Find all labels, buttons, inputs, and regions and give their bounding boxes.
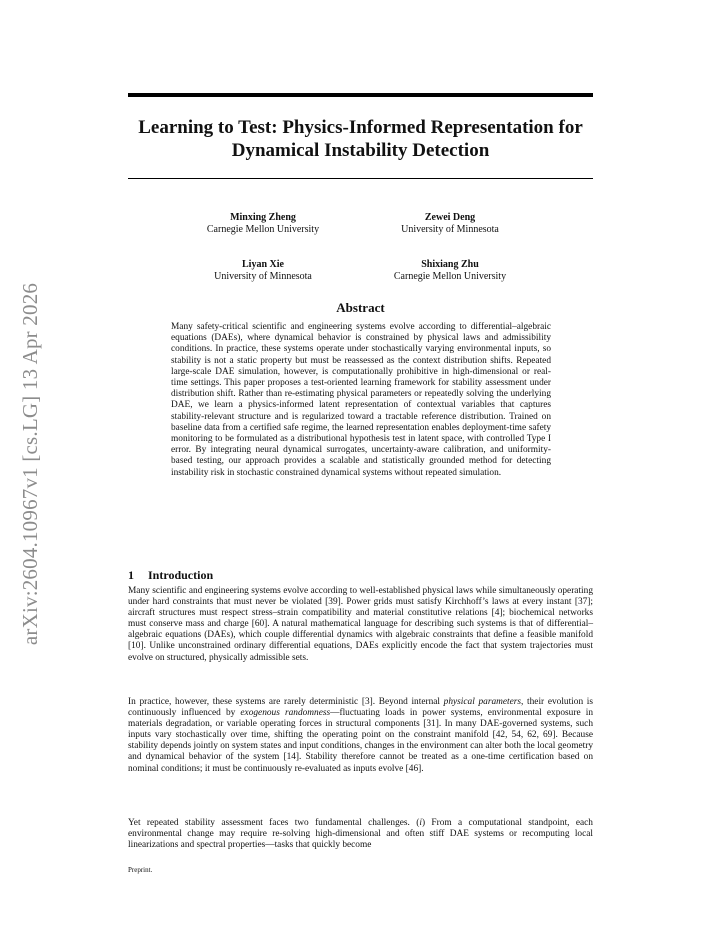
author-name: Liyan Xie — [242, 259, 284, 270]
paragraph-text: ) From a computational standpoint, each environmental change may require re-solving high-dimensional and often stiff DAE systems or recomputing local linearizations and spectral properties—tasks that quickly become — [128, 818, 593, 851]
paragraph-text: —fluctuating loads in power systems, environmental exposure in materials degradation, or variable operating forces in structural components [31]. In many DAE-governed systems, such inputs vary stochastically over time, shifting the operating point on the constraint manifold [42, 54, 62, 69]. Because stability depends jointly on system states and input conditions, changes in the environment can alter both the local geometry and dynamical behavior of the system [14]. Stability therefore cannot be treated as a one-time certification based on nominal conditions; it must be continuously re-evaluated as inputs evolve [46]. — [128, 708, 593, 774]
title-top-rule — [128, 93, 593, 97]
section-title: Introduction — [148, 568, 214, 582]
author-block — [355, 212, 545, 236]
section-heading — [128, 568, 593, 582]
emphasis-text: physical parameters — [443, 697, 522, 707]
section-number: 1 — [128, 568, 134, 582]
abstract-heading: Abstract — [336, 300, 385, 315]
intro-paragraph-2 — [128, 697, 593, 775]
arxiv-identifier-stamp: arXiv:2604.10967v1 [cs.LG] 13 Apr 2026 — [18, 282, 42, 646]
author-name: Minxing Zheng — [230, 212, 296, 223]
intro-paragraph-1: Many scientific and engineering systems evolve according to well-established physical laws while simultaneously operating under hard constraints that must never be violated [39]. Power grids must satisfy Kirchhoff’s laws at every instant [37]; aircraft structures must respect stress–strain compatibility and material constitutive relations [4]; biochemical networks must conserve mass and charge [60]. A natural mathematical language for describing such systems is that of differential–algebraic equations (DAEs), which couple differential dynamics with algebraic constraints that define a feasible manifold [10]. Unlike unconstrained ordinary differential equations, DAEs explicitly encode the fact that system trajectories must evolve on structured, physically admissible sets. — [128, 586, 593, 663]
intro-paragraph-3 — [128, 818, 593, 851]
author-affiliation: Carnegie Mellon University — [393, 271, 507, 282]
author-affiliation: University of Minnesota — [401, 224, 499, 235]
author-block — [355, 259, 545, 283]
emphasis-text: exogenous randomness — [240, 708, 331, 719]
author-block — [168, 259, 358, 283]
paragraph-text: Yet repeated stability assessment faces two fundamental challenges. ( — [128, 818, 420, 828]
author-block — [168, 212, 358, 236]
paragraph-text: In practice, however, these systems are rarely deterministic [3]. Beyond internal — [128, 697, 444, 707]
title-line-2: Dynamical Instability Detection — [231, 140, 490, 161]
author-affiliation: University of Minnesota — [214, 271, 312, 282]
preprint-footer: Preprint. — [128, 866, 153, 874]
title-line-1: Learning to Test: Physics-Informed Representation for — [138, 117, 583, 138]
title-bottom-rule — [128, 178, 593, 179]
paragraph-text: , their evolution is continuously influenced by — [128, 697, 594, 719]
author-name: Shixiang Zhu — [421, 259, 479, 270]
paper-title — [128, 116, 593, 162]
abstract-body: Many safety-critical scientific and engineering systems evolve according to differential–algebraic equations (DAEs), where dynamical behavior is constrained by physical laws and admissibility conditions. In practice, these systems operate under stochastically varying environmental inputs, so stability is not a static property but must be reassessed as the context distribution shifts. Repeated large-scale DAE simulation, however, is computationally prohibitive in high-dimensional or real-time settings. This paper proposes a test-oriented learning framework for stability assessment under distribution shift. Rather than re-estimating physical parameters or repeatedly solving the underlying DAE, we learn a physics-informed latent representation of contextual variables that captures stability-relevant structure and is regularized toward a tractable reference distribution. Trained on baseline data from a certified safe regime, the learned representation enables deployment-time safety monitoring to be formulated as a distributional hypothesis test in latent space, with controlled Type I error. By integrating neural dynamical surrogates, uncertainty-aware calibration, and uniformity-based testing, our approach provides a scalable and statistically grounded method for detecting instability risk in stochastic constrained dynamical systems without repeated simulation. — [171, 322, 551, 478]
emphasis-text: i — [419, 818, 422, 828]
author-name: Zewei Deng — [424, 212, 476, 223]
author-affiliation: Carnegie Mellon University — [206, 224, 320, 235]
